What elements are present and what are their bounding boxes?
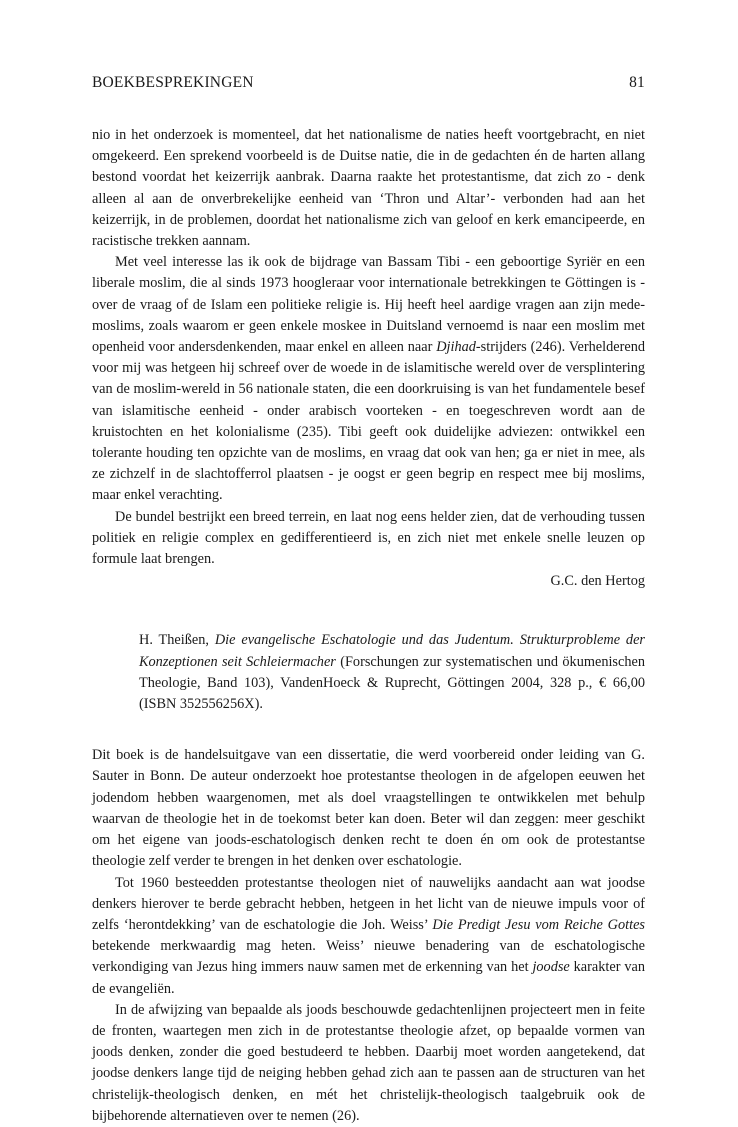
review1-paragraph-1: nio in het onderzoek is momenteel, dat het nationalisme de naties heeft voortgebracht, en niet omgekeerd. Een sprekend voorbeeld is de Duitse natie, die in de gedachten én de harten allang bestond voordat het keizerrijk aanbrak. Daarna raakte het protestantisme, dat zich zo - denk alleen al aan de onverbrekelijke eenheid van ‘Thron und Altar’- verbonden had aan het keizerrijk, in de problemen, doordat het nationalisme zich van geloof en kerk emancipeerde, en racistische trekken aannam. xyxy=(92,127,645,250)
review-continuation xyxy=(92,125,645,592)
ref-details: (Forschungen zur systematischen und ökumenischen Theologie, Band 103), VandenHoeck & Ruprecht, Göttingen 2004, 328 p., € 66,00 (ISBN 352556256X). xyxy=(139,653,645,713)
review2-paragraph-3: In de afwijzing van bepaalde als joods beschouwde gedachtenlijnen projecteert men in feite de fronten, waartegen men zich in de protestantse theologie afzet, op bepaalde vormen van joods denken, zonder die goed bestudeerd te hebben. Daarbij moet worden aangetekend, dat joodse denkers lange tijd de neiging hebben gehad zich aan te passen aan de structuren van het christelijk-theologisch denken, en mét het christelijk-theologisch taalgebruik ook de bijbehorende alternatieven over te nemen (26). xyxy=(92,1001,645,1124)
running-head xyxy=(92,74,645,104)
ref-title: Die evangelische Eschatologie und das Judentum. Strukturprobleme der Konzeptionen seit Schleiermacher xyxy=(139,632,645,670)
page-number: 81 xyxy=(629,74,645,91)
review2-p2-italic-word: joodse xyxy=(532,959,570,976)
review1-p2-text: Met veel interesse las ik ook de bijdrage van Bassam Tibi - een geboortige Syriër en een liberale moslim, die al sinds 1973 hoogleraar voor internationale betrekkingen te Göttingen is - over de vraag of de Islam een politieke religie is. Hij heeft heel aardige vragen aan zijn mede-moslims, zoals waarom er geen enkele moskee in Duitsland vernoemd is naar een moslim met openheid voor andersdenkenden, maar enkel en alleen naar xyxy=(92,254,645,356)
section-title: BOEKBESPREKINGEN xyxy=(92,74,254,91)
review2-p2-b: betekende merkwaardig mag heten. Weiss’ nieuwe benadering van de eschatologische verkondiging van Jezus hing immers nauw samen met de erkenning van het xyxy=(92,938,645,976)
review2-p2-italic-title: Die Predigt Jesu vom Reiche Gottes xyxy=(432,916,645,933)
review1-paragraph-3: De bundel bestrijkt een breed terrein, en laat nog eens helder zien, dat de verhouding tussen politiek en religie complex en gedifferentieerd is, en zich niet met enkele snelle leuzen op formule laat brengen. xyxy=(92,508,645,568)
reviewer-signature: G.C. den Hertog xyxy=(550,573,645,590)
book-reference xyxy=(139,630,645,715)
review1-p2-rest: -strijders (246). Verhelderend voor mij was hetgeen hij schreef over de woede in de islamitische wereld over de versplintering van de moslim-wereld in 56 nationale staten, die een doorkruising is van het fundamentele besef van islamitische eenheid - onder arabisch voorteken - en toegeschreven wordt aan de kruistochten en het kolonialisme (235). Tibi geeft ook duidelijke adviezen: ontwikkel een tolerante houding ten opzichte van de moslims, en vraag dat ook van hen; ga er niet in mee, als ze zichzelf in de slachtofferrol plaatsen - je oogst er geen begrip en respect mee bij moslims, maar enkel verachting. xyxy=(92,339,645,504)
review2-p2-a: Tot 1960 besteedden protestantse theologen niet of nauwelijks aandacht aan wat joodse denkers hierover te berde gebracht hebben, hetgeen in het licht van de nieuwe impuls voor of zelfs ‘herontdekking’ van de eschatologie die Joh. Weiss’ xyxy=(92,874,645,933)
ref-author: H. Theißen, xyxy=(139,632,215,649)
review1-paragraph-2 xyxy=(92,252,645,506)
review1-p2-italic: Djihad xyxy=(436,339,476,356)
review2-paragraph-2 xyxy=(92,873,645,1000)
page xyxy=(92,74,645,1127)
review2-paragraph-1: Dit boek is de handelsuitgave van een dissertatie, die werd voorbereid onder leiding van G. Sauter in Bonn. De auteur onderzoekt hoe protestantse theologen in de afgelopen eeuwen het jodendom hebben waargenomen, met als doel vraagstellingen te ontwikkelen met behulp waarvan de theologie het in de toekomst beter kan doen. Beter wil dan zeggen: meer geschikt om het eigene van joods-eschatologisch denken recht te doen én om ook de protestantse theologie zelf verder te brengen in het denken over eschatologie. xyxy=(92,747,645,870)
review2-p2-c: karakter van de evangeliën. xyxy=(92,959,645,997)
review-body xyxy=(92,745,645,1127)
